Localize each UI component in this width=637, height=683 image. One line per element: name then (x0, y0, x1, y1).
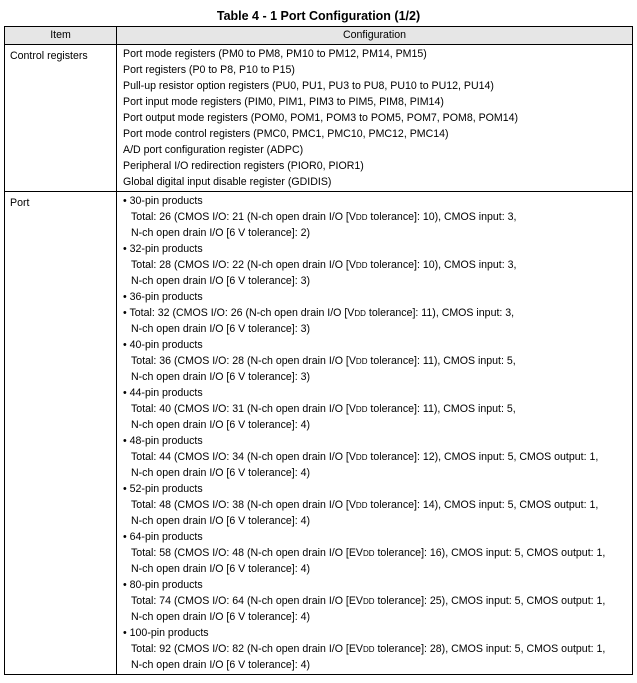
product-nch: N-ch open drain I/O [6 V tolerance]: 2) (131, 227, 311, 239)
product-name: • 48-pin products (123, 435, 203, 447)
product-total: Total: 28 (CMOS I/O: 22 (N-ch open drain I/O [VDD tolerance]: 10), CMOS input: 3, (131, 259, 517, 271)
product-name: • 64-pin products (123, 531, 203, 543)
product-name: • 40-pin products (123, 339, 203, 351)
config-line: Port registers (P0 to P8, P10 to P15) (123, 64, 295, 76)
product-nch: N-ch open drain I/O [6 V tolerance]: 3) (131, 323, 311, 335)
product-total: • Total: 32 (CMOS I/O: 26 (N-ch open drain I/O [VDD tolerance]: 11), CMOS input: 3, (123, 307, 515, 319)
product-total: Total: 58 (CMOS I/O: 48 (N-ch open drain I/O [EVDD tolerance]: 16), CMOS input: 5, CMOS output: 1, (131, 547, 606, 559)
table-header-row (5, 27, 633, 45)
product-total: Total: 36 (CMOS I/O: 28 (N-ch open drain I/O [VDD tolerance]: 11), CMOS input: 5, (131, 355, 516, 367)
product-name: • 32-pin products (123, 243, 203, 255)
product-name: • 100-pin products (123, 627, 209, 639)
port-configuration-table (4, 26, 633, 675)
product-nch: N-ch open drain I/O [6 V tolerance]: 4) (131, 515, 311, 527)
product-name: • 44-pin products (123, 387, 203, 399)
config-cell-port (117, 192, 633, 675)
config-cell-control-registers (117, 45, 633, 192)
product-total: Total: 48 (CMOS I/O: 38 (N-ch open drain I/O [VDD tolerance]: 14), CMOS input: 5, CMOS output: 1, (131, 499, 599, 511)
product-nch: N-ch open drain I/O [6 V tolerance]: 4) (131, 659, 311, 671)
product-total: Total: 74 (CMOS I/O: 64 (N-ch open drain I/O [EVDD tolerance]: 25), CMOS input: 5, CMOS output: 1, (131, 595, 606, 607)
config-line: Port mode control registers (PMC0, PMC1, PMC10, PMC12, PMC14) (123, 128, 449, 140)
config-line: Peripheral I/O redirection registers (PIOR0, PIOR1) (123, 160, 364, 172)
config-line: Global digital input disable register (GDIDIS) (123, 176, 332, 188)
table-title: Table 4 - 1 Port Configuration (1/2) (216, 9, 421, 23)
product-name: • 30-pin products (123, 195, 203, 207)
config-line: Pull-up resistor option registers (PU0, PU1, PU3 to PU8, PU10 to PU12, PU14) (123, 80, 494, 92)
header-item: Item (5, 27, 117, 45)
product-nch: N-ch open drain I/O [6 V tolerance]: 4) (131, 467, 311, 479)
product-total: Total: 40 (CMOS I/O: 31 (N-ch open drain I/O [VDD tolerance]: 11), CMOS input: 5, (131, 403, 516, 415)
item-cell-control-registers: Control registers (5, 45, 117, 192)
product-nch: N-ch open drain I/O [6 V tolerance]: 3) (131, 275, 311, 287)
product-name: • 36-pin products (123, 291, 203, 303)
config-line: Port mode registers (PM0 to PM8, PM10 to PM12, PM14, PM15) (123, 48, 427, 60)
table-row-port (5, 192, 633, 675)
product-nch: N-ch open drain I/O [6 V tolerance]: 4) (131, 611, 311, 623)
product-total: Total: 92 (CMOS I/O: 82 (N-ch open drain I/O [EVDD tolerance]: 28), CMOS input: 5, CMOS output: 1, (131, 643, 606, 655)
product-name: • 52-pin products (123, 483, 203, 495)
product-nch: N-ch open drain I/O [6 V tolerance]: 3) (131, 371, 311, 383)
header-configuration: Configuration (117, 27, 633, 45)
product-nch: N-ch open drain I/O [6 V tolerance]: 4) (131, 563, 311, 575)
config-line: A/D port configuration register (ADPC) (123, 144, 304, 156)
product-name: • 80-pin products (123, 579, 203, 591)
item-cell-port: Port (5, 192, 117, 675)
product-total: Total: 26 (CMOS I/O: 21 (N-ch open drain I/O [VDD tolerance]: 10), CMOS input: 3, (131, 211, 517, 223)
table-row-control-registers (5, 45, 633, 192)
product-total: Total: 44 (CMOS I/O: 34 (N-ch open drain I/O [VDD tolerance]: 12), CMOS input: 5, CMOS output: 1, (131, 451, 599, 463)
config-line: Port output mode registers (POM0, POM1, POM3 to POM5, POM7, POM8, POM14) (123, 112, 519, 124)
config-line: Port input mode registers (PIM0, PIM1, PIM3 to PIM5, PIM8, PIM14) (123, 96, 444, 108)
product-nch: N-ch open drain I/O [6 V tolerance]: 4) (131, 419, 311, 431)
